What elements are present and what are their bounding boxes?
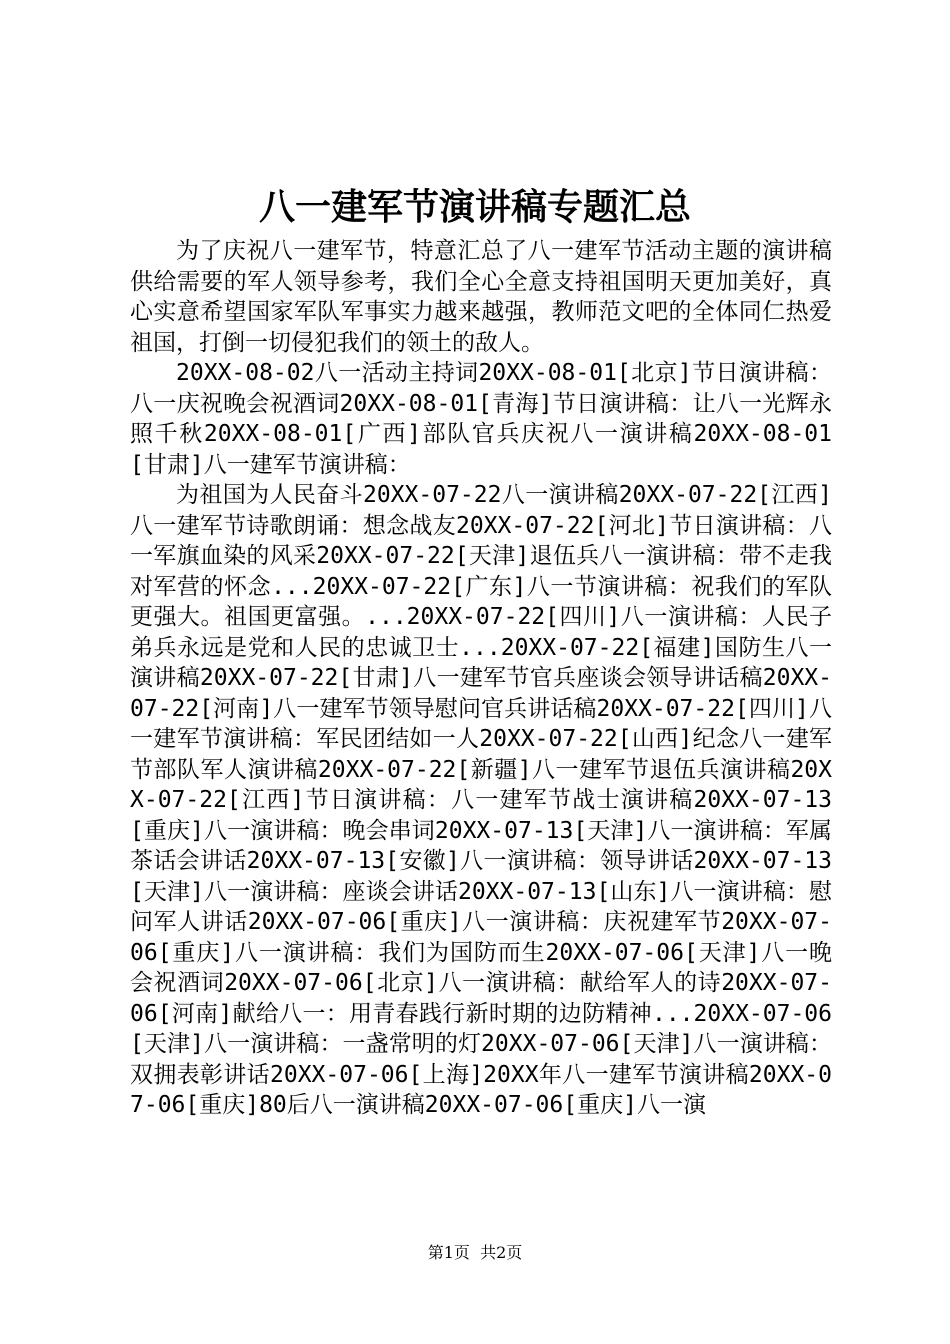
document-title: 八一建军节演讲稿专题汇总 [258, 186, 691, 228]
article-list-paragraph-1: 20XX-08-02八一活动主持词20XX-08-01[北京]节日演讲稿：八一庆祝晚会祝酒词20XX-08-01[青海]节日演讲稿：让八一光辉永照千秋20XX-08-01[广西]部队官兵庆祝八一演讲稿20XX-08-01[甘肃]八一建军节演讲稿： [130, 360, 832, 478]
document-body [130, 236, 832, 1121]
intro-paragraph: 为了庆祝八一建军节，特意汇总了八一建军节活动主题的演讲稿供给需要的军人领导参考，我们全心全意支持祖国明天更加美好，真心实意希望国家军队军事实力越来越强，教师范文吧的全体同仁热爱祖国，打倒一切侵犯我们的领土的敌人。 [130, 238, 832, 356]
page-total: 共2页 [480, 1243, 523, 1262]
article-list-paragraph-2: 为祖国为人民奋斗20XX-07-22八一演讲稿20XX-07-22[江西]八一建军节诗歌朗诵：想念战友20XX-07-22[河北]节日演讲稿：八一军旗血染的风采20XX-07-22[天津]退伍兵八一演讲稿：带不走我对军营的怀念...20XX-07-22[广东]八一节演讲稿：祝我们的军队更强大。祖国更富强。...20XX-07-22[四川]八一演讲稿：人民子弟兵永远是党和人民的忠诚卫士...20XX-07-22[福建]国防生八一演讲稿20XX-07-22[甘肃]八一建军节官兵座谈会领导讲话稿20XX-07-22[河南]八一建军节领导慰问官兵讲话稿20XX-07-22[四川]八一建军节演讲稿：军民团结如一人20XX-07-22[山西]纪念八一建军节部队军人演讲稿20XX-07-22[新疆]八一建军节退伍兵演讲稿20XX-07-22[江西]节日演讲稿：八一建军节战士演讲稿20XX-07-13[重庆]八一演讲稿：晚会串词20XX-07-13[天津]八一演讲稿：军属茶话会讲话20XX-07-13[安徽]八一演讲稿：领导讲话20XX-07-13[天津]八一演讲稿：座谈会讲话20XX-07-13[山东]八一演讲稿：慰问军人讲话20XX-07-06[重庆]八一演讲稿：庆祝建军节20XX-07-06[重庆]八一演讲稿：我们为国防而生20XX-07-06[天津]八一晚会祝酒词20XX-07-06[北京]八一演讲稿：献给军人的诗20XX-07-06[河南]献给八一：用青春践行新时期的边防精神...20XX-07-06[天津]八一演讲稿：一盏常明的灯20XX-07-06[天津]八一演讲稿：双拥表彰讲话20XX-07-06[上海]20XX年八一建军节演讲稿20XX-07-06[重庆]80后八一演讲稿20XX-07-06[重庆]八一演 [130, 482, 832, 1118]
footer-separator [470, 1243, 480, 1262]
page-footer [0, 1242, 950, 1264]
page-number: 第1页 [427, 1243, 470, 1262]
